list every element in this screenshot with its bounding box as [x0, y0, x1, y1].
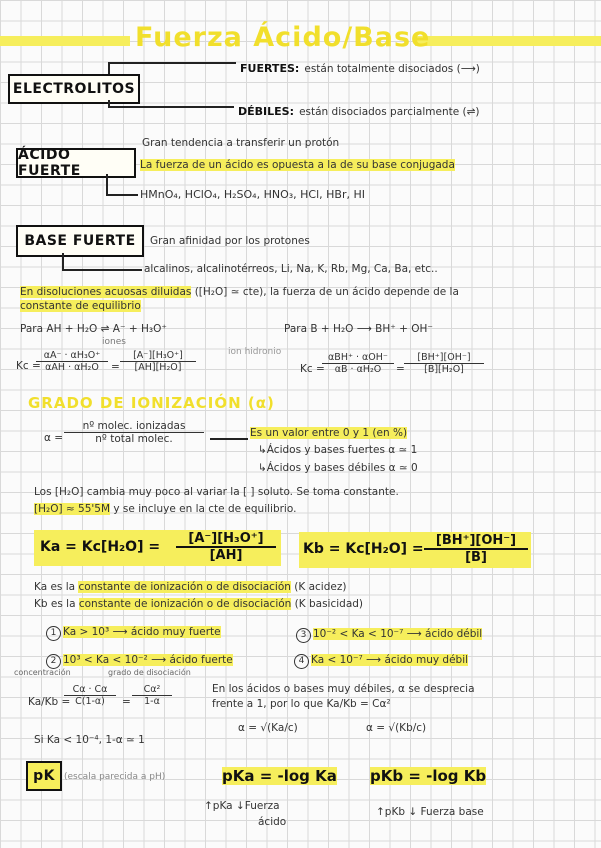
kc-b-eq: = [396, 363, 405, 375]
agua-line2 [34, 503, 296, 515]
caso-4 [294, 654, 468, 669]
ka-def-post: (K acidez) [290, 581, 347, 593]
base-arrow-h [62, 269, 142, 271]
relacion-num2: Cα² [132, 684, 172, 696]
grado-range: Es un valor entre 0 y 1 (en %) [250, 427, 408, 439]
kc-a-eq: = [111, 361, 120, 373]
grado-arrow [210, 438, 248, 440]
relacion-si: Si Ka < 10⁻⁴, 1-α ≃ 1 [34, 734, 145, 746]
acido-arrow-v [106, 174, 108, 196]
acido-arrow-h [106, 194, 138, 196]
kc-b-frac2 [404, 352, 484, 375]
relacion-frac2 [132, 684, 172, 707]
agua-line2-rest: y se incluye en la cte de equilibrio. [110, 503, 297, 515]
kc-a-num1: αA⁻ · αH₃O⁺ [36, 350, 108, 362]
acido-fuerte-box: ÁCIDO FUERTE [16, 148, 136, 178]
kb-def-pre: Kb es la [34, 598, 79, 610]
kb-def-post: (K basicidad) [291, 598, 364, 610]
ka-def-pre: Ka es la [34, 581, 79, 593]
kb-formula-num: [BH⁺][OH⁻] [424, 533, 528, 550]
debiles-text: están disociados parcialmente (⇌) [299, 106, 480, 118]
debiles-label: DÉBILES: [238, 105, 294, 118]
ka-formula-den: [AH] [209, 548, 243, 563]
kb-definition [34, 598, 363, 610]
agua-line2-hl: [H₂O] ≈ 55'5M [34, 503, 111, 515]
base-fuerte-box: BASE FUERTE [16, 225, 144, 257]
caso-3-text: 10⁻² < Ka < 10⁻⁷ ⟶ ácido débil [313, 628, 483, 640]
label-iones: iones [102, 337, 126, 347]
disoluciones-line2-hl: constante de equilibrio [20, 300, 141, 312]
acido-fuerte-line2 [140, 159, 455, 171]
kb-formula-left: Kb = Kc[H₂O] = [303, 541, 424, 557]
pka-note1: ↑pKa ↓Fuerza [204, 800, 280, 812]
kc-a-num2: [A⁻][H₃O⁺] [120, 350, 196, 362]
relacion-note2: frente a 1, por lo que Ka/Kb = Cα² [212, 698, 391, 710]
kc-a-den1: αAH · αH₂O [45, 362, 99, 373]
debiles-row [238, 100, 480, 119]
caso-2 [46, 654, 233, 669]
grado-alpha: α = [44, 432, 64, 444]
ka-formula-left: Ka = Kc[H₂O] = [40, 539, 161, 555]
kb-formula-frac [424, 533, 528, 565]
title-highlight-left [0, 36, 130, 46]
kc-b-frac1 [322, 352, 394, 375]
branch-line-down-h [108, 106, 234, 108]
disoluciones-hl: En disoluciones acuosas diluidas [20, 286, 192, 298]
pka-formula-text: pKa = -log Ka [222, 767, 337, 785]
kc-a-den2: [AH][H₂O] [134, 362, 182, 373]
fuertes-label: FUERTES: [240, 62, 300, 75]
grado-den: nº total molec. [95, 433, 173, 445]
reaccion-base: Para B + H₂O ⟶ BH⁺ + OH⁻ [284, 323, 433, 335]
caso-3-number: 3 [296, 628, 311, 643]
kc-b-den2: [B][H₂O] [424, 364, 464, 375]
kc-a-frac2 [120, 350, 196, 373]
grado-title: GRADO DE IONIZACIÓN (α) [28, 394, 275, 412]
disoluciones-rest: ([H₂O] ≃ cte), la fuerza de un ácido depende de la [191, 286, 459, 298]
relacion-note1: En los ácidos o bases muy débiles, α se desprecia [212, 683, 475, 695]
acido-fuerte-line1: Gran tendencia a transferir un protón [142, 137, 340, 149]
relacion-num1: Cα · Cα [64, 684, 116, 696]
label-ion-hidronio: ion hidronio [228, 347, 282, 357]
disoluciones-line1 [20, 286, 459, 298]
reaccion-acido: Para AH + H₂O ⇌ A⁻ + H₃O⁺ [20, 323, 167, 335]
grado-num: nº molec. ionizadas [64, 420, 204, 433]
relacion-eq: = [122, 696, 131, 708]
relacion-frac1 [64, 684, 116, 707]
pkb-formula-text: pKb = -log Kb [370, 767, 487, 785]
fuertes-text: están totalmente disociados (⟶) [304, 63, 480, 75]
kc-b-num2: [BH⁺][OH⁻] [404, 352, 484, 364]
grado-range-row [250, 427, 407, 439]
grado-frac [64, 420, 204, 445]
pka-note2: ácido [258, 816, 287, 828]
kb-formula-den: [B] [465, 550, 487, 565]
label-concentracion: concentración [14, 668, 71, 677]
disoluciones-line2 [20, 300, 141, 312]
kc-b-den1: αB · αH₂O [334, 364, 382, 375]
label-grado-disociacion: grado de disociación [108, 668, 191, 677]
caso-3 [296, 628, 482, 643]
base-fuerte-line1: Gran afinidad por los protones [150, 235, 310, 247]
caso-1-text: Ka > 10³ ⟶ ácido muy fuerte [63, 626, 221, 638]
relacion-left: Ka/Kb = [28, 696, 71, 708]
kc-a-frac1 [36, 350, 108, 373]
base-fuerte-examples: alcalinos, alcalinotérreos, Li, Na, K, Rb, Mg, Ca, Ba, etc.. [144, 263, 438, 275]
caso-1-number: 1 [46, 626, 61, 641]
ka-formula-frac [176, 531, 276, 563]
acido-fuerte-line2-text: La fuerza de un ácido es opuesta a la de su base conjugada [140, 159, 455, 171]
pkb-note: ↑pKb ↓ Fuerza base [376, 806, 484, 818]
caso-4-number: 4 [294, 654, 309, 669]
pkb-formula [370, 767, 486, 785]
caso-1 [46, 626, 221, 641]
kc-b-num1: αBH⁺ · αOH⁻ [322, 352, 394, 364]
kc-b-label: Kc = [300, 363, 325, 375]
caso-2-text: 10³ < Ka < 10⁻² ⟶ ácido fuerte [63, 654, 233, 666]
acido-fuerte-examples: HMnO₄, HClO₄, H₂SO₄, HNO₃, HCl, HBr, HI [140, 188, 366, 201]
pk-note: (escala parecida a pH) [64, 772, 166, 782]
pk-box: pK [26, 761, 62, 791]
relacion-den2: 1-α [144, 696, 160, 707]
grado-strong: ↳Ácidos y bases fuertes α ≃ 1 [258, 444, 418, 456]
kc-a-label: Kc = [16, 360, 41, 372]
relacion-sqrt-b: α = √(Kb/c) [366, 722, 427, 734]
ka-formula-num: [A⁻][H₃O⁺] [176, 531, 276, 548]
page-title: Fuerza Ácido/Base [135, 22, 431, 53]
title-highlight-right [415, 36, 601, 46]
caso-4-text: Ka < 10⁻⁷ ⟶ ácido muy débil [311, 654, 469, 666]
ka-definition [34, 581, 346, 593]
fuertes-row [240, 57, 480, 76]
kb-def-hl: constante de ionización o de disociación [78, 598, 292, 610]
caso-2-number: 2 [46, 654, 61, 669]
ka-def-hl: constante de ionización o de disociación [78, 581, 291, 593]
electrolitos-box: ELECTROLITOS [8, 74, 140, 104]
relacion-sqrt-a: α = √(Ka/c) [238, 722, 298, 734]
relacion-den1: C(1-α) [75, 696, 105, 707]
grado-weak: ↳Ácidos y bases débiles α ≃ 0 [258, 462, 418, 474]
agua-line1: Los [H₂O] cambia muy poco al variar la [ ] soluto. Se toma constante. [34, 486, 399, 498]
branch-line-up-h [108, 62, 236, 64]
pka-formula [222, 767, 337, 785]
